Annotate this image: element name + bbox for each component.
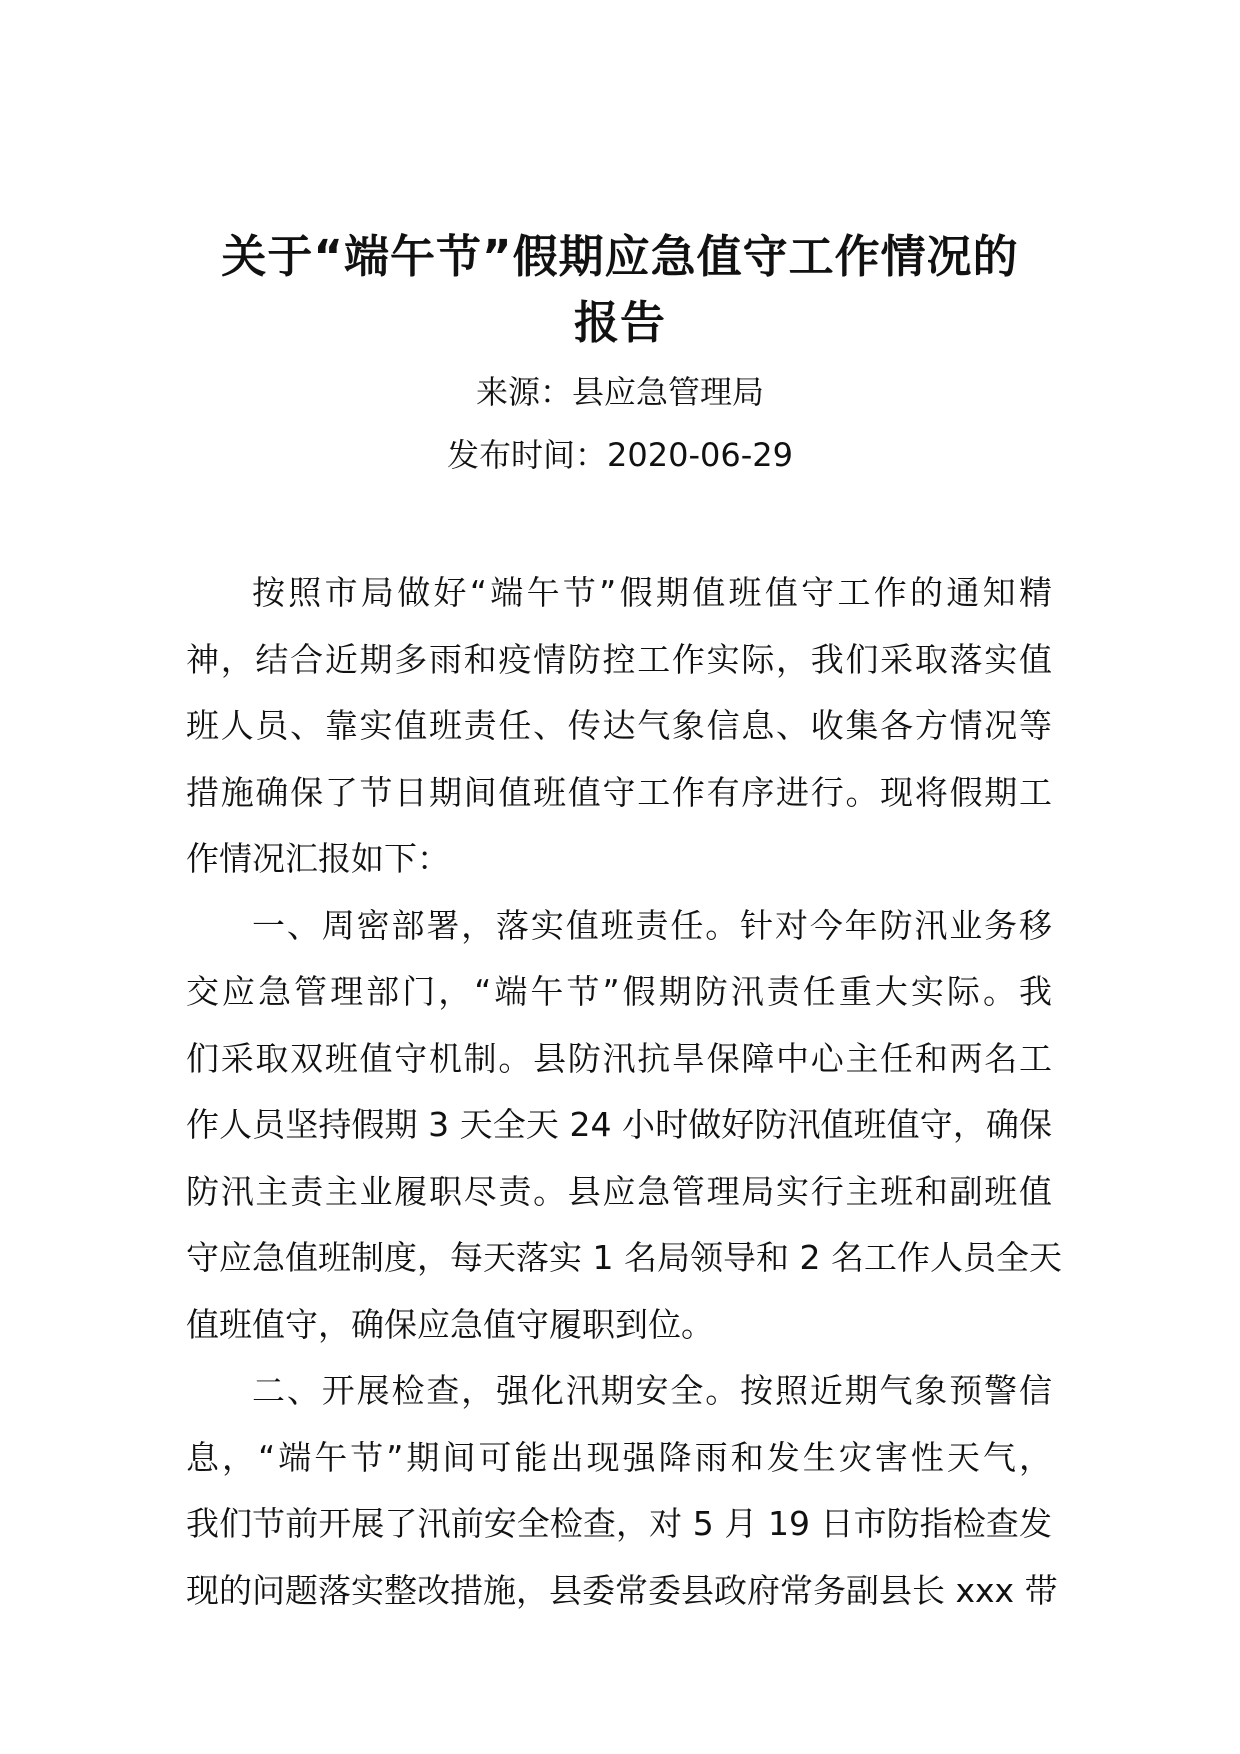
paragraph-line: 班人员、靠实值班责任、传达气象信息、收集各方情况等	[186, 706, 1052, 745]
paragraph-line: 守应急值班制度，每天落实 1 名局领导和 2 名工作人员全天	[186, 1238, 1062, 1277]
paragraph-intro	[186, 560, 1052, 893]
document-title	[160, 224, 1080, 356]
paragraph-line: 神，结合近期多雨和疫情防控工作实际，我们采取落实值	[186, 639, 1052, 679]
document-source: 来源：县应急管理局	[475, 373, 764, 411]
paragraph-line: 一、周密部署，落实值班责任。针对今年防汛业务移	[252, 905, 1052, 945]
title-line-1: 关于“端午节”假期应急值守工作情况的	[221, 230, 1019, 283]
paragraph-line: 们采取双班值守机制。县防汛抗旱保障中心主任和两名工	[186, 1038, 1052, 1078]
paragraph-line: 防汛主责主业履职尽责。县应急管理局实行主班和副班值	[186, 1171, 1052, 1211]
document-publish-time: 发布时间：2020-06-29	[447, 436, 793, 474]
paragraph-line: 我们节前开展了汛前安全检查，对 5 月 19 日市防指检查发	[186, 1504, 1052, 1543]
document-body	[186, 560, 1062, 1624]
paragraph-section-1	[186, 893, 1062, 1359]
paragraph-line: 二、开展检查，强化汛期安全。按照近期气象预警信	[252, 1371, 1052, 1410]
paragraph-line: 现的问题落实整改措施，县委常委县政府常务副县长 xxx 带	[186, 1570, 1058, 1610]
paragraph-line: 按照市局做好“端午节”假期值班值守工作的通知精	[252, 573, 1052, 612]
paragraph-line: 措施确保了节日期间值班值守工作有序进行。现将假期工	[186, 772, 1052, 812]
title-line-2: 报告	[573, 296, 666, 349]
paragraph-line: 交应急管理部门，“端午节”假期防汛责任重大实际。我	[186, 972, 1052, 1011]
paragraph-line: 作人员坚持假期 3 天全天 24 小时做好防汛值班值守，确保	[186, 1105, 1052, 1144]
paragraph-line: 值班值守，确保应急值守履职到位。	[186, 1304, 714, 1344]
paragraph-section-2	[186, 1358, 1058, 1624]
paragraph-line: 作情况汇报如下：	[186, 839, 450, 878]
paragraph-line: 息，“端午节”期间可能出现强降雨和发生灾害性天气，	[186, 1437, 1052, 1477]
